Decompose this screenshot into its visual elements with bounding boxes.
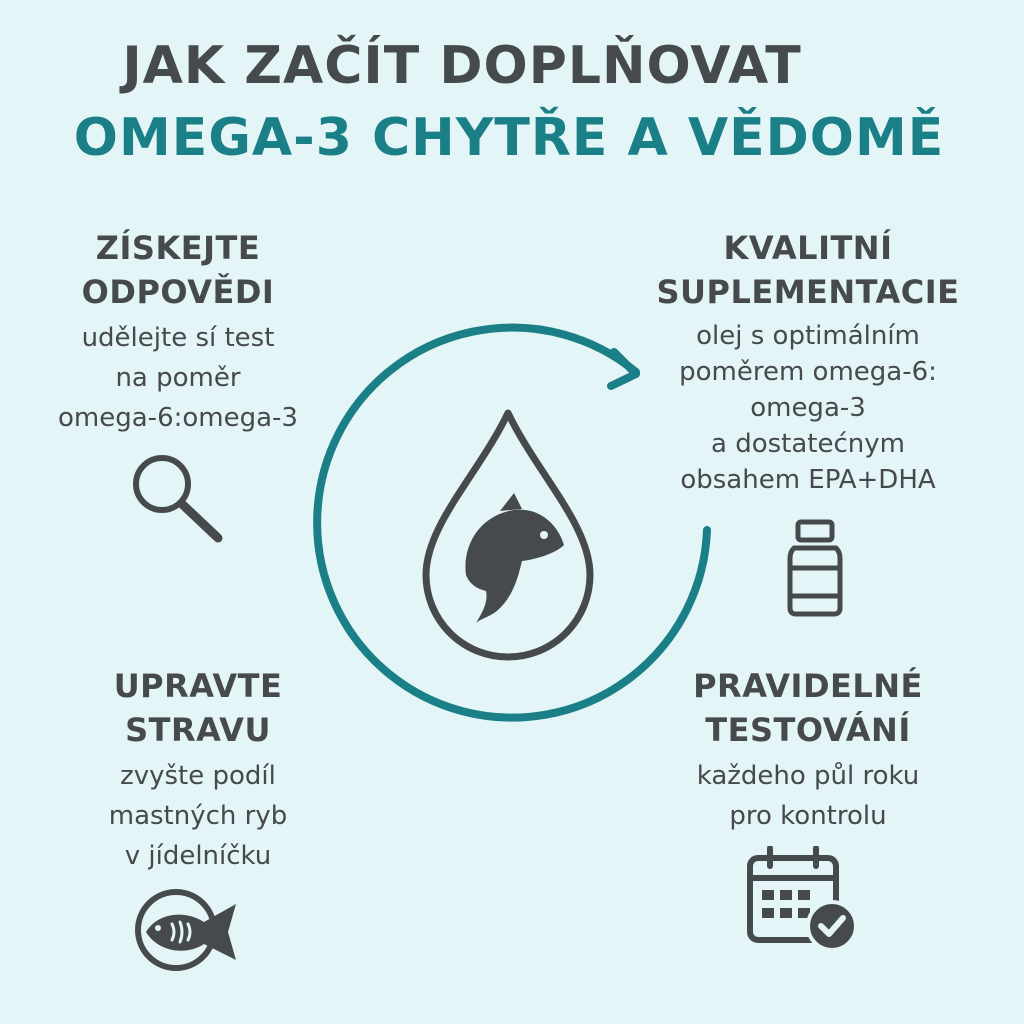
oil-drop-fish-icon <box>418 405 598 665</box>
step-regular-testing <box>636 664 980 836</box>
step-description: udělejte sí test na poměr omega-6:omega-3 <box>58 323 298 433</box>
step-heading: UPRAVTE STRAVU <box>113 667 283 749</box>
page-title-line-2: OMEGA-3 CHYTŘE A VĚDOMĚ <box>73 108 945 168</box>
step-get-answers <box>18 226 338 438</box>
step-heading: PRAVIDELNÉ TESTOVÁNÍ <box>693 667 923 749</box>
fish-circle-icon <box>132 886 252 976</box>
step-heading: KVALITNÍ SUPLEMENTACIE <box>656 229 960 311</box>
step-adjust-diet <box>38 664 358 876</box>
calendar-check-icon <box>744 846 864 956</box>
supplement-bottle-icon <box>780 518 850 618</box>
step-description: každeho půl roku pro kontrolu <box>696 761 920 831</box>
page-title-line-1: JAK ZAČÍT DOPLŇOVAT <box>122 36 802 96</box>
step-description: olej s optimálním poměrem omega-6: omega-3 a dostatećnym obsahem EPA+DHA <box>679 321 937 495</box>
step-quality-supplementation <box>636 226 980 498</box>
step-description: zvyšte podíl mastných ryb v jídelníčku <box>108 761 288 871</box>
magnifier-icon <box>128 450 238 550</box>
step-heading: ZÍSKEJTE ODPOVĚDI <box>81 229 275 311</box>
